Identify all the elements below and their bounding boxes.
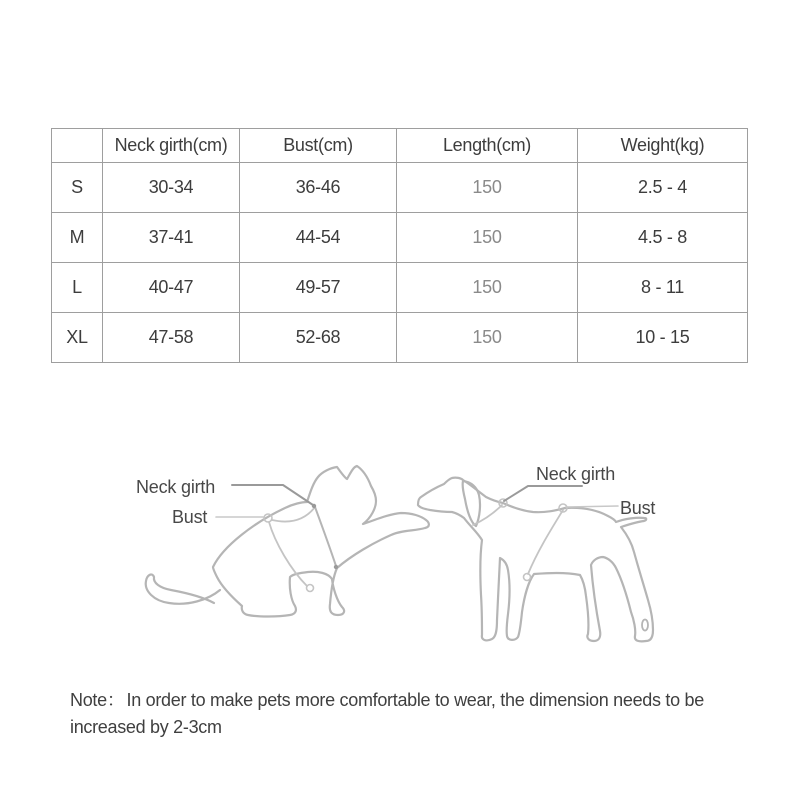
cat-chest-line [315,507,336,566]
dog-neck-strap [473,505,502,525]
cell-neck-girth: 47-58 [103,313,240,363]
cell-weight: 8 - 11 [578,263,748,313]
cell-weight: 4.5 - 8 [578,213,748,263]
cat-neck-strap [272,507,315,521]
size-label: S [52,163,103,213]
cat-neck-girth-label: Neck girth [136,477,216,497]
cell-weight: 10 - 15 [578,313,748,363]
dog-bust-leader-line [566,506,618,507]
cat-belly-marker [307,585,314,592]
column-header-neck-girth: Neck girth(cm) [103,129,240,163]
cell-length: 150 [397,213,578,263]
dog-paw-pad [642,620,648,631]
column-header-length: Length(cm) [397,129,578,163]
cell-bust: 52-68 [240,313,397,363]
note-label: Note： [70,690,125,710]
cell-length: 150 [397,163,578,213]
cell-length: 150 [397,313,578,363]
dog-strap-end-marker [524,574,531,581]
cat-bust-label: Bust [172,507,208,527]
table-row-l [52,263,748,313]
cell-neck-girth: 30-34 [103,163,240,213]
dog-bust-label: Bust [620,498,656,518]
dog-neck-girth-leader-line [504,486,582,501]
column-header-bust: Bust(cm) [240,129,397,163]
size-label: XL [52,313,103,363]
cell-neck-girth: 40-47 [103,263,240,313]
cell-bust: 36-46 [240,163,397,213]
cat-tail [146,574,220,603]
table-row-xl [52,313,748,363]
column-header-weight: Weight(kg) [578,129,748,163]
header-row [52,129,748,163]
dog-girth-strap [528,510,563,574]
cell-length: 150 [397,263,578,313]
note [70,687,770,741]
cat-outline [213,466,429,617]
note-text: In order to make pets more comfortable to wear, the dimension needs to be increased by 2-3cm [70,690,704,737]
cat-shoulder-dot [334,565,338,569]
table-row-s [52,163,748,213]
cat-girth-strap [269,522,307,586]
cell-weight: 2.5 - 4 [578,163,748,213]
size-chart-table [51,128,748,363]
cell-bust: 44-54 [240,213,397,263]
table-row-m [52,213,748,263]
pets-measurement-diagram [100,440,720,660]
cell-neck-girth: 37-41 [103,213,240,263]
cell-bust: 49-57 [240,263,397,313]
size-label: M [52,213,103,263]
column-header-size [52,129,103,163]
size-label: L [52,263,103,313]
dog-neck-girth-label: Neck girth [536,464,616,484]
